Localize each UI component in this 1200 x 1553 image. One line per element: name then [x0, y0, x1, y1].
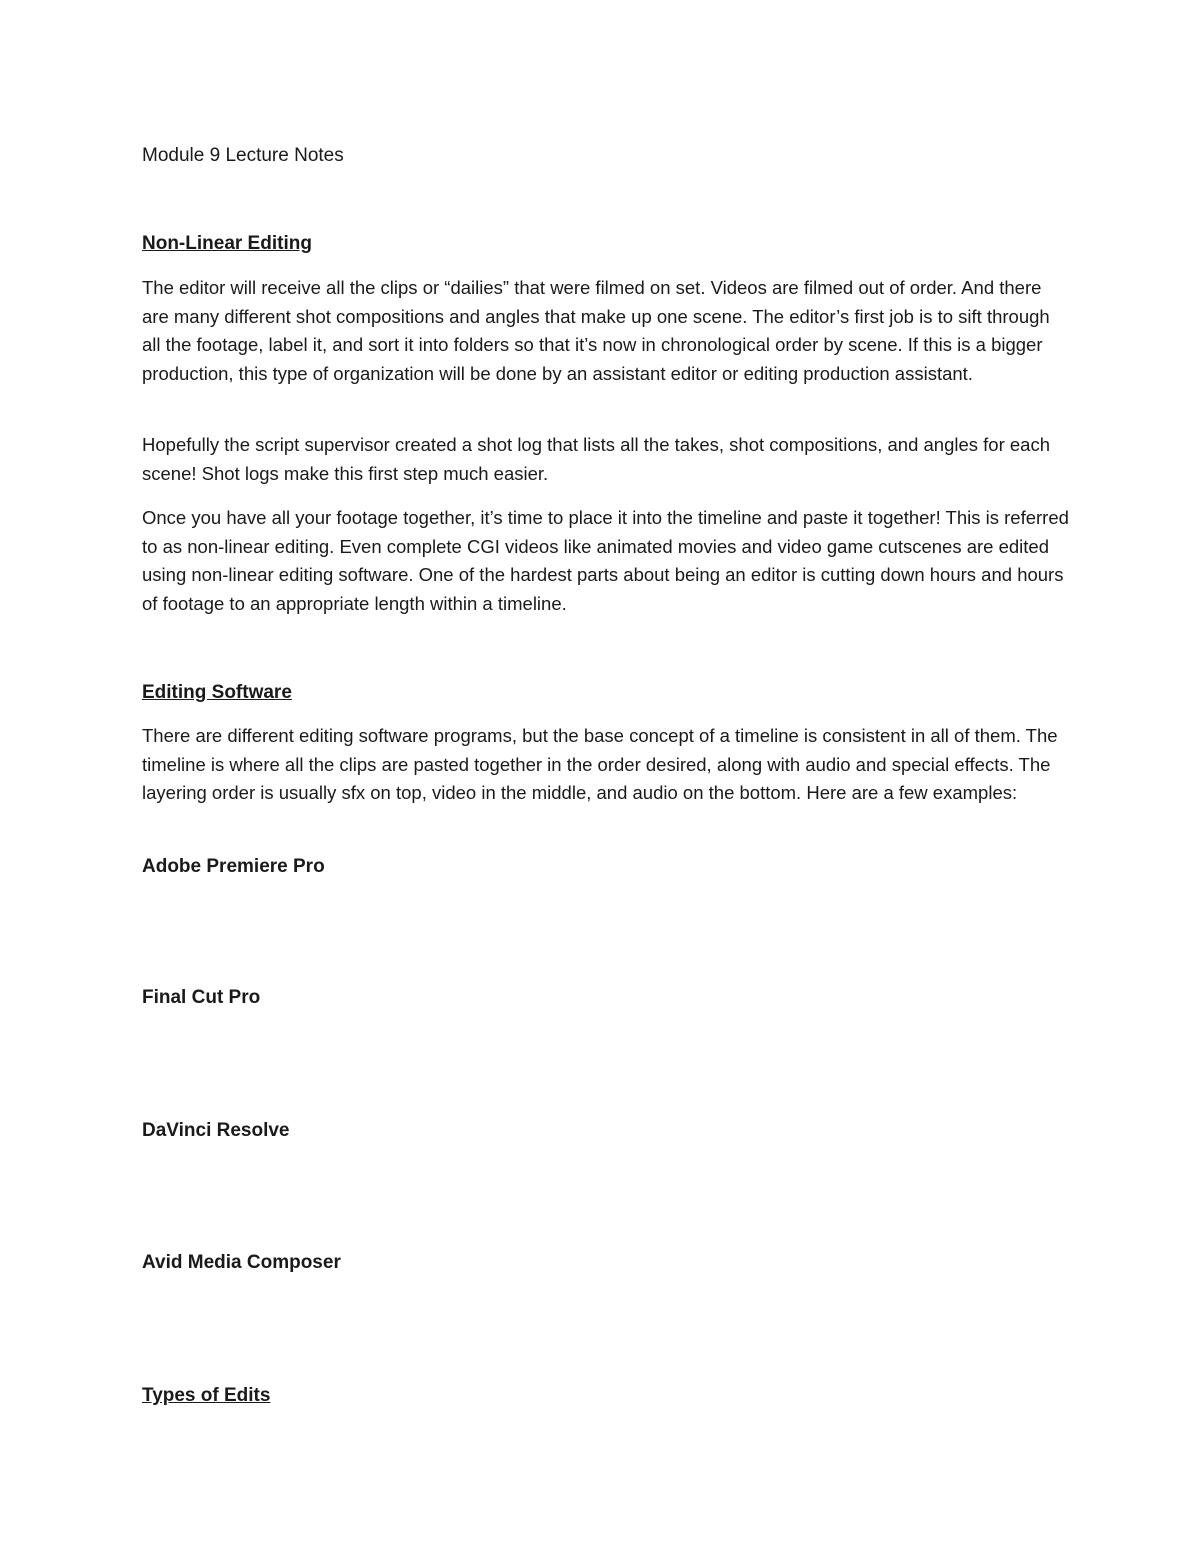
- paragraph: Hopefully the script supervisor created a shot log that lists all the takes, shot compositions, and angles for each scene! Shot logs make this first step much easier.: [142, 434, 1051, 484]
- software-name: Avid Media Composer: [142, 1252, 341, 1273]
- paragraph: Once you have all your footage together, it’s time to place it into the timeline and paste it together! This is referred to as non-linear editing. Even complete CGI videos like animated movies and video game cutscenes are edited using non-linear editing software. One of the hardest parts about being an editor is cutting down hours and hours of footage to an appropriate length within a timeline.: [142, 507, 1069, 614]
- section-heading-editing-software: Editing Software: [142, 682, 292, 703]
- software-name: DaVinci Resolve: [142, 1120, 290, 1141]
- paragraph: There are different editing software programs, but the base concept of a timeline is consistent in all of them. The timeline is where all the clips are pasted together in the order desired, along with audio and special effects. The layering order is usually sfx on top, video in the middle, and audio on the bottom. Here are a few examples:: [142, 725, 1058, 804]
- paragraph: The editor will receive all the clips or “dailies” that were filmed on set. Videos are filmed out of order. And there are many different shot compositions and angles that make up one scene. The editor’s first job is to sift through all the footage, label it, and sort it into folders so that it’s now in chronological order by scene. If this is a bigger production, this type of organization will be done by an assistant editor or editing production assistant.: [142, 277, 1050, 384]
- section-heading-types-of-edits: Types of Edits: [142, 1385, 271, 1406]
- software-name: Adobe Premiere Pro: [142, 856, 325, 877]
- document-title: Module 9 Lecture Notes: [142, 145, 344, 166]
- section-heading-non-linear-editing: Non-Linear Editing: [142, 233, 312, 254]
- software-name: Final Cut Pro: [142, 987, 261, 1008]
